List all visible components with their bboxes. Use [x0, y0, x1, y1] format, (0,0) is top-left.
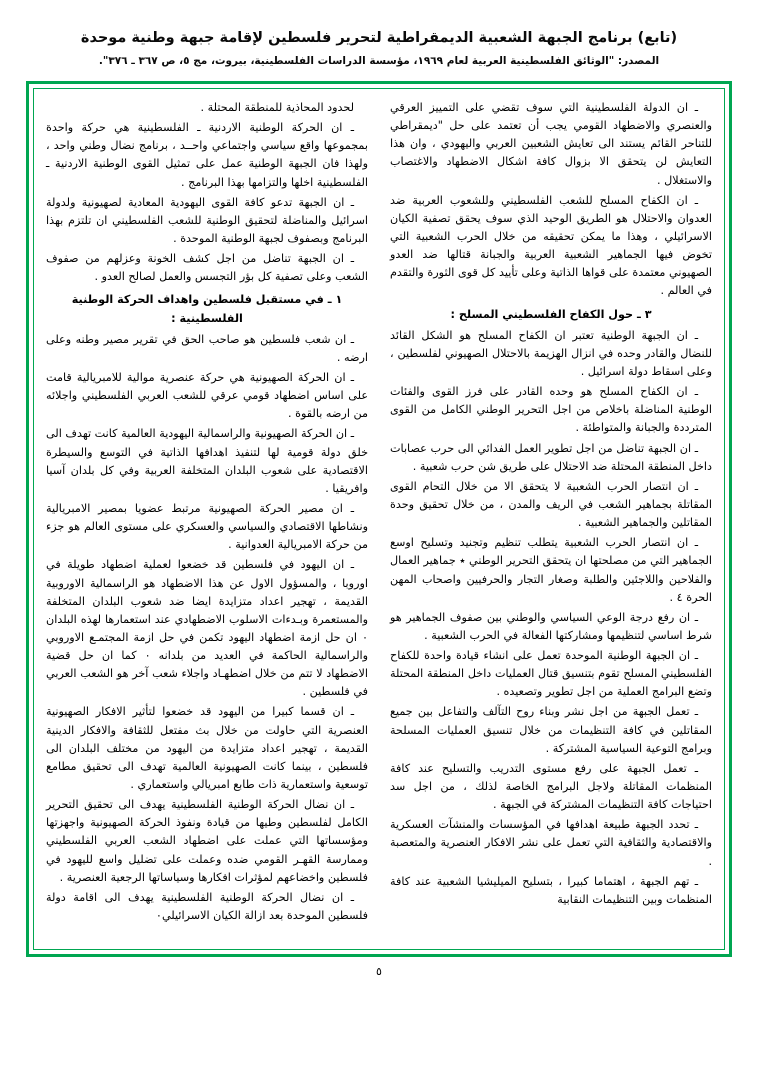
page-title: (تابع) برنامج الجبهة الشعبية الديمقراطية لتحرير فلسطين لإقامة جبهة وطنية موحدة	[80, 30, 678, 46]
body-paragraph: ـ ان قسما كبيرا من اليهود قد خضعوا لتأثير الافكار الصهيونية العنصرية التي حاولت من خلال بث مفتعل للثقافة والافكار الدينية القديمة ، تهجير اعداد متزايدة من اليهود من مختلف البلدان الى فلسطين ، بينما كانت الصهيونية العالمية تهدف الى تحقيق مطامع توسعية واستعمارية ذات طابع امبريالي واستعماري .	[46, 705, 368, 792]
body-paragraph: ـ ان الجبهة تناضل من اجل كشف الخونة وعزلهم من صفوف الشعب وعلى تصفية كل بؤر التجسس والعمل لصالح العدو .	[46, 252, 368, 284]
body-paragraph: ـ ان الدولة الفلسطينية التي سوف تقضي على التمييز العرقي والعنصري والاضطهاد القومي يجب أن تعتمد على حل "ديمقراطي للتناحر القائم يستند الى تعايش الشعبين العربي واليهودي ، وان هذا التعايش لن يتحقق الا بزوال كافة اشكال الاضطهاد والاغتصاب والاستغلال .	[390, 100, 712, 187]
section-heading: ٣ ـ حول الكفاح الفلسطيني المسلح :	[450, 307, 652, 321]
document-source-line: المصدر: "الوثائق الفلسطينية العربية لعام ١٩٦٩، مؤسسة الدراسات الفلسطينية، بيروت، مج ٥، ص ٣٦٧ ـ ٣٧٦".	[98, 55, 660, 68]
body-paragraph: ـ ان اليهود في فلسطين قد خضعوا لعملية اضطهاد طويلة في اوروبا ، والمسؤول الاول عن هذا الاضطهاد هو الراسمالية الاوروبية القديمة ، تهجير اعداد متزايدة ايضا ضد شعوب البلدان المتخلفة والمستعمرة وبـدءات الاسلوب الاضطهادي عند استعمارها لهذه البلدان ٠ ان حل ازمة اضطهاد اليهود تكمن في حل ازمة المجتمـع الاوروبي والراسمالية الحاكمة في العديد من بلدانه ٠ كما ان حل قضية الاضطهاد لا تتم من خلال اضطهـاد واجلاء شعب آخر هو الشعب العربي في فلسطين .	[46, 558, 368, 699]
body-paragraph: ـ ان الجبهة تدعو كافة القوى اليهودية المعادية لصهيونية ولدولة اسرائيل والمناضلة لتحقيق الوطنية للشعب الفلسطيني ان تلتزم بهذا البرنامج وبصفوف لجبهة الوطنية الموحدة .	[46, 195, 368, 245]
body-paragraph: ـ ان مصير الحركة الصهيونية مرتبط عضويا بمصير الامبريالية ونشاطها الاقتصادي والسياسي والعسكري على مستوى العالم هو جزء من حركة الامبريالية العدوانية .	[46, 501, 368, 552]
body-paragraph: ـ ان رفع درجة الوعي السياسي والوطني بين صفوف الجماهير هو شرط اساسي لتنظيمها ومشاركتها الفعالة في الحرب الشعبية .	[390, 610, 712, 642]
page-number: ٥	[376, 964, 382, 978]
body-paragraph: ـ ان الحركة الوطنية الاردنية ـ الفلسطينية هي حركة واحدة بمجموعها واقع سياسي واجتماعي واحــد ، برنامج نضال وطني واحد ، ولهذا فان الجبهة الوطنية عمل على تمثيل القوى الوطنية الاردنية ـ الفلسطينية اخلها والتزامها بهذا البرنامج .	[46, 121, 368, 189]
content-frame	[26, 81, 732, 957]
body-paragraph: ـ تعمل الجبهة على رفع مستوى التدريب والتسليح عند كافة المنظمات المقاتلة ولاجل البرامج الخاصة لذلك ، من اجل سد احتياجات كافة التنظيمات المشتركة في الجبهة .	[390, 761, 712, 812]
body-paragraph: ـ ان الحركة الصهيونية هي حركة عنصرية موالية للامبريالية قامت على اساس اضطهاد قومي عرقي للشعب العربي الفلسطيني واجلائه من ارضه بالقوة .	[46, 370, 368, 421]
body-paragraph: ـ ان انتصار الحرب الشعبية لا يتحقق الا من خلال التحام القوى المقاتلة بجماهير الشعب في الريف والمدن ، من خلال تحقيق وحدة المقاتلين والجماهير الشعبية .	[390, 479, 712, 530]
body-paragraph: ـ ان انتصار الحرب الشعبية يتطلب تنظيم وتجنيد وتسليح اوسع الجماهير التي من مصلحتها ان يتحقق التحرير الوطني ٭ جماهير العمال والفلاحين واللاجئين والطلبة وصغار التجار والحرفيين واصحاب المهن الحرة ٤ .	[390, 536, 712, 604]
body-paragraph: ـ ان الحركة الصهيونية والراسمالية اليهودية العالمية كانت تهدف الى خلق دولة قومية لها لتنفيذ اهدافها الذاتية في التوسع والسيطرة الاقتصادية على شعوب البلدان المتخلفة العربية وفي كل بلدان آسيا وافريقيا .	[45, 427, 368, 495]
column-left	[46, 99, 379, 941]
body-paragraph: ـ تهم الجبهة ، اهتماما كبيرا ، بتسليح الميليشيا الشعبية عند كافة المنظمات وبين التنظيمات النقابية	[390, 874, 712, 906]
body-paragraph: ـ ان الجبهة تناضل من اجل تطوير العمل الفدائي الى حرب عصابات داخل المنطقة المحتلة ضد الاحتلال على طريق شن حرب شعبية .	[390, 441, 712, 473]
column-right	[379, 99, 712, 941]
body-paragraph: ـ ان شعب فلسطين هو صاحب الحق في تقرير مصير وطنه وعلى ارضه .	[46, 332, 368, 364]
body-paragraph: ـ ان الكفاح المسلح هو وحده القادر على فرز القوى والفئات الوطنية المناضلة باخلاص من اجل التحرير الوطني الكامل من القوى المترددة والجبانة والمتواطئة .	[390, 385, 712, 435]
body-paragraph: ـ ان الكفاح المسلح للشعب الفلسطيني وللشعوب العربية ضد العدوان والاحتلال هو الطريق الوحيد الذي سوف يحقق تصفية الكيان الاسرائيلي ، وهذا ما يمكن تحقيقه من خلال الحرب الشعبية التي تخوض فيها الجماهير الشعبية العربية والجبانة قتالها ضد العدو الصهيوني معتمدة على قواها الذاتية وعلى تأييد كل قوى الثورة والتقدم في العالم .	[390, 193, 712, 298]
body-paragraph: ـ ان الجبهة الوطنية تعتبر ان الكفاح المسلح هو الشكل القائد للنضال والقادر وحده في انزال الهزيمة بالاحتلال الصهيوني لفلسطين ، وعلى اسقاط دولة اسرائيل .	[390, 328, 712, 378]
body-paragraph: ـ ان نضال الحركة الوطنية الفلسطينية يهدف الى تحقيق التحرير الكامل لفلسطين وطيها من قيادة ونفوذ الحركة الصهيونية واجهزتها ومؤسساتها التي عملت على اضطهاد الشعب العربي الفلسطيني وممارسة القهـر القومي ضده وعملت على تضليل واسع لليهود في فلسطين واخضاعهم لمؤثرات افكارها وسياساتها الرجعية العنصرية .	[46, 798, 368, 884]
body-paragraph: ـ تعمل الجبهة من اجل نشر وبناء روح التآلف والتفاعل بين جميع المقاتلين في كافة التنظيمات من خلال تنسيق العمليات المسلحة وبرامج التوعية السياسية المشتركة .	[390, 705, 712, 755]
body-paragraph: ـ تحدد الجبهة طبيعة اهدافها في المؤسسات والمنشآت العسكرية والاقتصادية والثقافية التي تعمل على نشر الافكار العنصرية والمتعصبة .	[390, 818, 712, 868]
body-paragraph: ـ ان الجبهة الوطنية الموحدة تعمل على انشاء قيادة واحدة للكفاح الفلسطيني المسلح تقوم بتنسيق قتال العمليات داخل المنطقة المحتلة وتضع البرامج العملية من اجل تطوير وتصعيده .	[390, 649, 712, 699]
section-heading: ١ ـ في مستقبل فلسطين واهداف الحركة الوطنية الفلسطينية :	[71, 293, 343, 325]
content-frame-inner	[33, 88, 725, 950]
body-paragraph: ـ ان نضال الحركة الوطنية الفلسطينية يهدف الى اقامة دولة فلسطين الموحدة بعد ازالة الكيان الاسرائيلي٠	[46, 890, 368, 923]
body-paragraph: لحدود المحاذية للمنطقة المحتلة .	[200, 100, 354, 114]
